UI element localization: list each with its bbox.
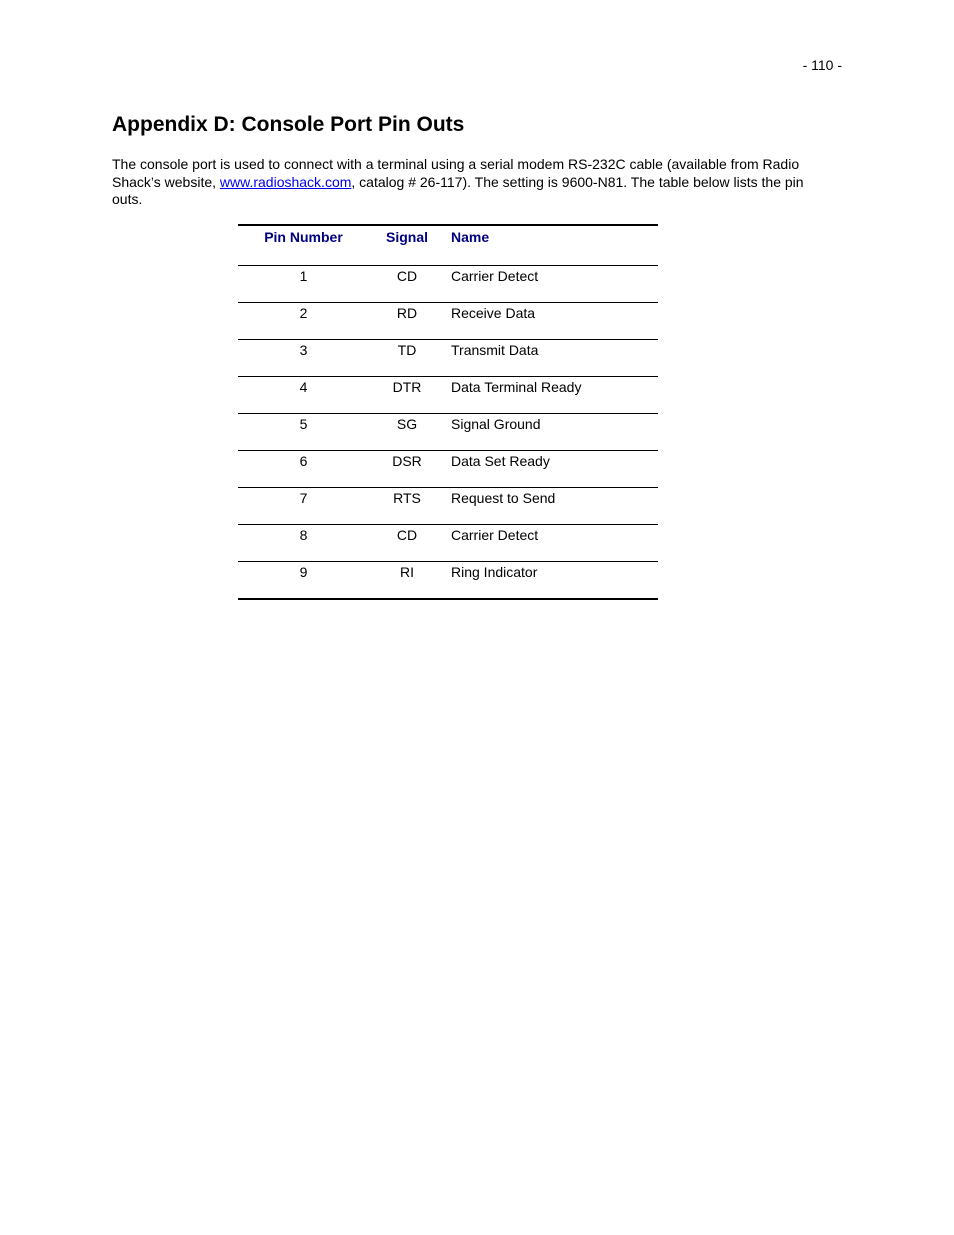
pin-number-cell: 6: [299, 453, 308, 469]
table-row: [238, 303, 658, 340]
table-row: [238, 266, 658, 303]
table-row: [238, 451, 658, 488]
signal-cell: CD: [396, 527, 418, 543]
pin-number-cell: 2: [299, 305, 308, 321]
intro-paragraph: [112, 156, 832, 209]
pin-out-table: [238, 224, 658, 600]
signal-cell: RTS: [393, 490, 421, 506]
pin-number-cell: 9: [299, 564, 308, 580]
pin-number-cell: 4: [299, 379, 308, 395]
name-cell: Transmit Data: [451, 342, 539, 358]
signal-cell: DTR: [392, 379, 422, 395]
intro-text-after: , catalog # 26-117). The setting is 9600-N81. The table below lists the pin outs.: [112, 173, 804, 207]
signal-cell: TD: [397, 342, 417, 358]
name-cell: Data Terminal Ready: [451, 379, 582, 395]
name-cell: Signal Ground: [451, 416, 541, 432]
pin-number-cell: 5: [299, 416, 308, 432]
table-row: [238, 562, 658, 600]
pin-number-cell: 3: [299, 342, 308, 358]
table-row: [238, 340, 658, 377]
table-row: [238, 488, 658, 525]
page-number: - 110 -: [802, 57, 842, 73]
header-pin-number: Pin Number: [264, 229, 343, 245]
pin-number-cell: 1: [299, 268, 308, 284]
name-cell: Data Set Ready: [451, 453, 550, 469]
header-name: Name: [451, 229, 490, 245]
table-row: [238, 377, 658, 414]
signal-cell: DSR: [392, 453, 422, 469]
pin-number-cell: 7: [299, 490, 308, 506]
table-row: [238, 414, 658, 451]
radioshack-link[interactable]: www.radioshack.com: [219, 173, 352, 190]
signal-cell: RD: [396, 305, 418, 321]
name-cell: Carrier Detect: [451, 527, 539, 543]
table-header-row: [238, 225, 658, 266]
signal-cell: CD: [396, 268, 418, 284]
signal-cell: RI: [400, 564, 414, 580]
name-cell: Request to Send: [451, 490, 556, 506]
name-cell: Receive Data: [451, 305, 536, 321]
header-signal: Signal: [385, 229, 428, 245]
pin-number-cell: 8: [299, 527, 308, 543]
name-cell: Carrier Detect: [451, 268, 539, 284]
page-title: Appendix D: Console Port Pin Outs: [112, 113, 465, 136]
intro-text-before: The console port is used to connect with a terminal using a serial modem RS-232C cable (available from Radio Shack’s website,: [112, 156, 800, 190]
name-cell: Ring Indicator: [451, 564, 538, 580]
table-row: [238, 525, 658, 562]
signal-cell: SG: [396, 416, 418, 432]
